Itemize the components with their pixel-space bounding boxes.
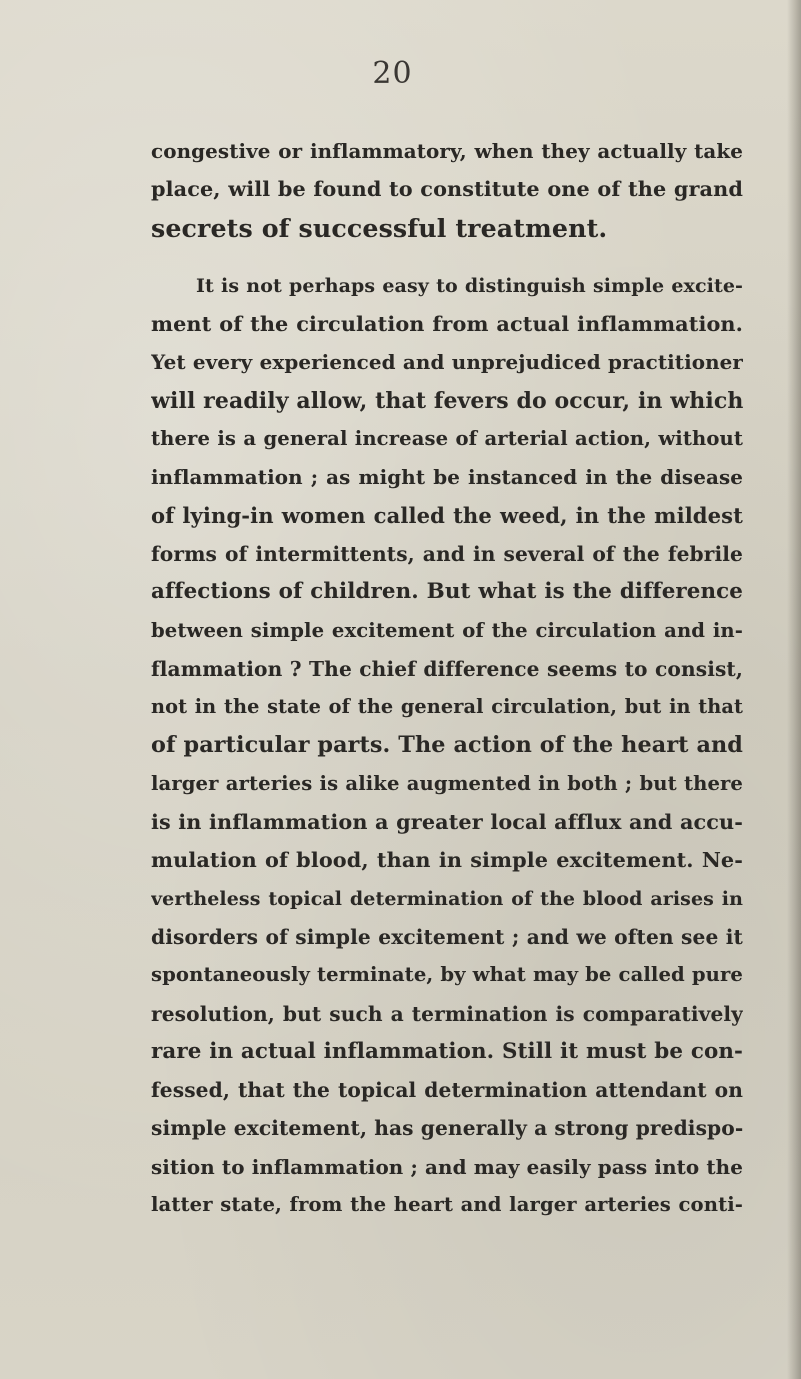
- text-line: rare in actual inflammation. Still it must be con-: [151, 1038, 743, 1064]
- page-edge-shadow: [787, 0, 801, 1379]
- text-line: is in inflammation a greater local afflux and accu-: [151, 809, 743, 835]
- paragraph-gap: [151, 247, 743, 267]
- text-line: fessed, that the topical determination attendant on: [151, 1078, 743, 1103]
- page-number: 20: [372, 56, 413, 91]
- text-line: mulation of blood, than in simple excitement. Ne-: [151, 847, 743, 873]
- text-line: not in the state of the general circulation, but in that: [151, 695, 743, 719]
- text-line: ment of the circulation from actual inflammation.: [151, 311, 743, 337]
- text-line: of lying-in women called the weed, in the mildest: [151, 502, 743, 528]
- paragraph: [151, 267, 743, 1224]
- text-line: larger arteries is alike augmented in both ; but there: [151, 771, 743, 795]
- text-line: inflammation ; as might be instanced in the disease: [151, 465, 743, 490]
- text-line: latter state, from the heart and larger arteries conti-: [151, 1193, 743, 1217]
- text-line: sition to inflammation ; and may easily pass into the: [151, 1154, 743, 1179]
- text-line: there is a general increase of arterial action, without: [151, 427, 743, 451]
- text-line: spontaneously terminate, by what may be called pure: [151, 963, 743, 987]
- text-line: place, will be found to constitute one of the grand: [151, 176, 743, 202]
- text-line: disorders of simple excitement ; and we often see it: [151, 924, 743, 949]
- text-line: vertheless topical determination of the blood arises in: [151, 887, 743, 910]
- text-line: It is not perhaps easy to distinguish simple excite-: [196, 274, 743, 297]
- text-line: secrets of successful treatment.: [151, 212, 608, 243]
- text-line: flammation ? The chief difference seems to consist,: [151, 656, 743, 681]
- text-line: of particular parts. The action of the heart and: [151, 732, 743, 759]
- text-line: resolution, but such a termination is comparatively: [151, 1001, 743, 1026]
- body-text: [151, 132, 743, 1224]
- text-line: between simple excitement of the circulation and in-: [151, 618, 743, 642]
- text-line: congestive or inflammatory, when they actually take: [151, 139, 743, 163]
- text-line: forms of intermittents, and in several of the febrile: [151, 541, 743, 566]
- text-line: simple excitement, has generally a strong predispo-: [151, 1116, 743, 1141]
- text-line: will readily allow, that fevers do occur, in which: [151, 387, 743, 414]
- paragraph: [151, 132, 743, 247]
- text-line: affections of children. But what is the difference: [151, 579, 743, 605]
- text-line: Yet every experienced and unprejudiced practitioner: [151, 350, 743, 375]
